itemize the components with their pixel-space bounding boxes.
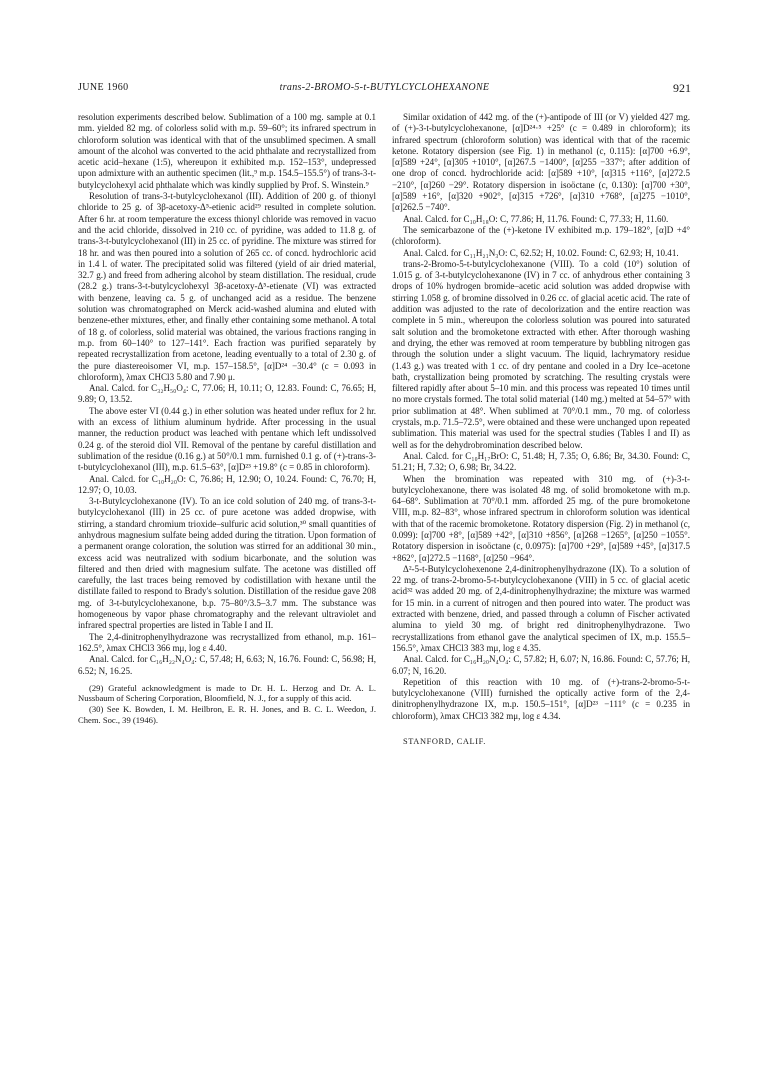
paragraph: 3-t-Butylcyclohexanone (IV). To an ice cold solution of 240 mg. of trans-3-t-butylcyclohexanol (III) in 25 cc. of pure acetone was added dropwise, with stirring, a standard chromium trioxide–sulfuric acid solution,³⁰ small quantities of anhydrous magnesium sulfate being added during the titration. Upon formation of a permanent orange coloration, the solution was stirred for an additional 30 min., excess acid was neutralized with sodium bicarbonate, and the solution was filtered and then dried with magnesium sulfate. The acetone was distilled off carefully, the last traces being removed by codistillation with hexane until the distillate failed to respond to Brady's solution. Distillation of the residue gave 208 mg. of 3-t-butylcyclohexanone, b.p. 75–80°/3.5–3.7 mm. The substance was homogeneous by vapor phase chromatography and the relevant ultraviolet and infrared spectral properties are listed in Table I and II. <box>78 496 376 631</box>
paragraph: trans-2-Bromo-5-t-butylcyclohexanone (VIII). To a cold (10°) solution of 1.015 g. of 3-t-butylcyclohexanone (IV) in 7 cc. of anhydrous ether containing 3 drops of 10% hydrogen bromide–acetic acid solution was added dropwise with stirring 1.058 g. of bromine dissolved in 0.26 cc. of glacial acetic acid. The rate of addition was adjusted to the rate of decolorization and the entire reaction was complete in 5 min., whereupon the colorless solution was poured into saturated salt solution and the bromoketone extracted with ether. After thorough washing and drying, the ether was removed at room temperature by bubbling nitrogen gas through the solution under a slight vacuum. The liquid, lachrymatory residue (1.43 g.) was treated with 1 cc. of dry pentane and cooled in a Dry Ice–acetone bath, crystallization being promoted by scratching. The resulting crystals were filtered rapidly after about 5–10 min. and this process was repeated 10 times until no more crystals formed. The total solid material (140 mg.) melted at 54–57° with prior sublimation at 48°. When sublimed at 70°/0.1 mm., 70 mg. of colorless crystals, m.p. 71.5–72.5°, were obtained and these were unchanged upon repeated sublimation. This material was used for the spectral studies (Tables I and II) as well as for the dehydrobromination described below. <box>392 258 690 450</box>
paragraph: Anal. Calcd. for C₁₀H₁₈O: C, 77.86; H, 11.76. Found: C, 77.33; H, 11.60. <box>403 213 669 224</box>
paragraph: Anal. Calcd. for C₃₂H₅₀O₄: C, 77.06; H, 10.11; O, 12.83. Found: C, 76.65; H, 9.89; O, 13.52. <box>78 383 376 405</box>
footnote: (30) See K. Bowden, I. M. Heilbron, E. R. H. Jones, and B. C. L. Weedon, J. Chem. Soc., 39 (1946). <box>78 704 376 725</box>
footnotes <box>78 683 376 725</box>
right-column <box>392 112 690 747</box>
running-title: trans-2-BROMO-5-t-BUTYLCYCLOHEXANONE <box>279 82 490 93</box>
paragraph: Anal. Calcd. for C₁₆H₂₂N₄O₄: C, 57.48; H, 6.63; N, 16.76. Found: C, 56.98; H, 6.52; N, 16.25. <box>78 654 376 676</box>
paragraph: Repetition of this reaction with 10 mg. of (+)-trans-2-bromo-5-t-butylcyclohexanone (VIII) furnished the optically active form of the 2,4-dinitrophenylhydrazone IX, m.p. 150.5–151°, [α]D²³ −111° (c = 0.235 in chloroform), λmax CHCl3 382 mμ, log ε 4.34. <box>392 676 690 721</box>
paragraph: Anal. Calcd. for C₁₀H₂₀O: C, 76.86; H, 12.90; O, 10.24. Found: C, 76.70; H, 12.97; O, 10.03. <box>78 473 376 495</box>
footnote: (29) Grateful acknowledgment is made to Dr. H. L. Herzog and Dr. A. L. Nussbaum of Schering Corporation, Bloomfield, N. J., for a supply of this acid. <box>78 682 376 704</box>
paragraph: Similar oxidation of 442 mg. of the (+)-antipode of III (or V) yielded 427 mg. of (+)-3-t-butylcyclohexanone, [α]D²⁴·⁵ +25° (c = 0.489 in chloroform); its infrared spectrum (chloroform solution) was identical with that of the racemic ketone. Rotatory dispersion (see Fig. 1) in methanol (c, 0.115): [α]700 +6.9°, [α]589 +24°, [α]305 +1010°, [α]267.5 −1400°, [α]255 −337°; after addition of one drop of concd. hydrochloride acid: [α]589 +10°, [α]315 +116°, [α]272.5 −210°, [α]260 −29°. Rotatory dispersion in isoöctane (c, 0.130): [α]700 +30°, [α]589 +16°, [α]320 +902°, [α]315 +726°, [α]310 +768°, [α]275 −1010°, [α]262.5 −740°. <box>392 112 690 213</box>
page-number: 921 <box>673 81 691 95</box>
left-column <box>78 112 376 725</box>
paragraph: Anal. Calcd. for C₁₆H₂₀N₄O₄: C, 57.82; H, 6.07; N, 16.86. Found: C, 57.76; H, 6.07; N, 16.20. <box>392 654 690 676</box>
paragraph: Anal. Calcd. for C₁₀H₁₇BrO: C, 51.48; H, 7.35; O, 6.86; Br, 34.30. Found: C, 51.21; H, 7.32; O, 6.98; Br, 34.22. <box>392 450 690 473</box>
paragraph: The above ester VI (0.44 g.) in ether solution was heated under reflux for 2 hr. with an excess of lithium aluminum hydride. After processing in the usual manner, the reduction product was leached with pentane which left undissolved 0.24 g. of the steroid diol VII. Removal of the pentane by careful distillation and sublimation of the residue (0.16 g.) at 50°/0.1 mm. furnished 0.1 g. of (+)-trans-3-t-butylcyclohexanol (III), m.p. 61.5–63°, [α]D²³ +19.8° (c = 0.85 in chloroform). <box>78 405 376 473</box>
affiliation: STANFORD, CALIF. <box>403 737 486 747</box>
paragraph: The semicarbazone of the (+)-ketone IV exhibited m.p. 179–182°, [α]D +4° (chloroform). <box>392 224 690 247</box>
issue-date: JUNE 1960 <box>78 82 129 93</box>
paragraph: When the bromination was repeated with 310 mg. of (+)-3-t-butylcyclohexanone, there was isolated 48 mg. of solid bromoketone with m.p. 64–68°. Sublimation at 70°/0.1 mm. afforded 25 mg. of the pure bromoketone VIII, m.p. 82–83°, whose infrared spectrum in chloroform solution was identical with that of the racemic bromoketone. Rotatory dispersion (Fig. 2) in methanol (c, 0.099): [α]700 +8°, [α]589 +42°, [α]310 +856°, [α]268 −1265°, [α]250 −1055°. Rotatory dispersion in isoöctane (c, 0.0975): [α]700 +29°, [α]589 +45°, [α]317.5 +862°, [α]272.5 −1168°, [α]250 −964°. <box>392 473 690 563</box>
paragraph: The 2,4-dinitrophenylhydrazone was recrystallized from ethanol, m.p. 161–162.5°, λmax CHCl3 366 mμ, log ε 4.40. <box>78 631 376 653</box>
paragraph: Δ²-5-t-Butylcyclohexenone 2,4-dinitrophenylhydrazone (IX). To a solution of 22 mg. of trans-2-bromo-5-t-butylcyclohexanone (VIII) in 5 cc. of glacial acetic acid³² was added 20 mg. of 2,4-dinitrophenylhydrazine; the mixture was warmed for 15 min. in a current of nitrogen and then poured into water. The product was extracted with benzene, dried, and passed through a column of Fischer activated alumina to yield 30 mg. of bright red dinitrophenylhydrazone. Two recrystallizations from ethanol gave the analytical specimen of IX, m.p. 155.5–156.5°, λmax CHCl3 383 mμ, log ε 4.35. <box>392 563 690 653</box>
paragraph: resolution experiments described below. Sublimation of a 100 mg. sample at 0.1 mm. yielded 82 mg. of colorless solid with m.p. 59–60°; its infrared spectrum in chloroform solution was identical with that of the unsublimed specimen. A small amount of the alcohol was converted to the acid phthalate and recrystallized from acetic acid–hexane (1:5), whereupon it exhibited m.p. 152–153°, undepressed upon admixture with an authentic specimen (lit.,⁹ m.p. 154.5–155.5°) of trans-3-t-butylcyclohexyl acid phthalate which was kindly supplied by Prof. S. Winstein.⁹ <box>78 112 376 190</box>
paragraph: Resolution of trans-3-t-butylcyclohexanol (III). Addition of 200 g. of thionyl chloride to 25 g. of 3β-acetoxy-Δ⁵-etienic acid²⁹ resulted in complete solution. After 6 hr. at room temperature the excess thionyl chloride was removed in vacuo and the acid chloride, dissolved in 210 cc. of pyridine, was added to 11.8 g. of trans-3-t-butylcyclohexanol (III) in 25 cc. of pyridine. The mixture was stirred for 18 hr. and was then poured into a solution of 265 cc. of concd. hydrochloric acid in 1.4 l. of water. The precipitated solid was filtered (yield of air dried material, 32.7 g.) and freed from adhering alcohol by steam distillation. The residual, crude (28.2 g.) trans-3-t-butylcyclohexyl 3β-acetoxy-Δ⁵-etienate (VI) was extracted with benzene, leaving ca. 5 g. of unchanged acid as a residue. The benzene solution was chromatographed on Merck acid-washed alumina and eluted with benzene-ether mixtures, ether, and finally ether containing some methanol. A total of 18 g. of colorless, solid material was obtained, the various fractions ranging in m.p. from 60–140° to 127–141°. Each fraction was purified separately by repeated recrystallization from acetone, leading eventually to a total of 2.30 g. of the pure diastereoisomer VI, m.p. 157–158.5°, [α]D²⁴ −30.4° (c = 0.093 in chloroform), λmax CHCl3 5.80 and 7.90 μ. <box>78 191 376 382</box>
running-header <box>78 82 691 98</box>
paragraph: Anal. Calcd. for C₁₁H₂₁N₃O: C, 62.52; H, 10.02. Found: C, 62.93; H, 10.41. <box>403 247 679 258</box>
